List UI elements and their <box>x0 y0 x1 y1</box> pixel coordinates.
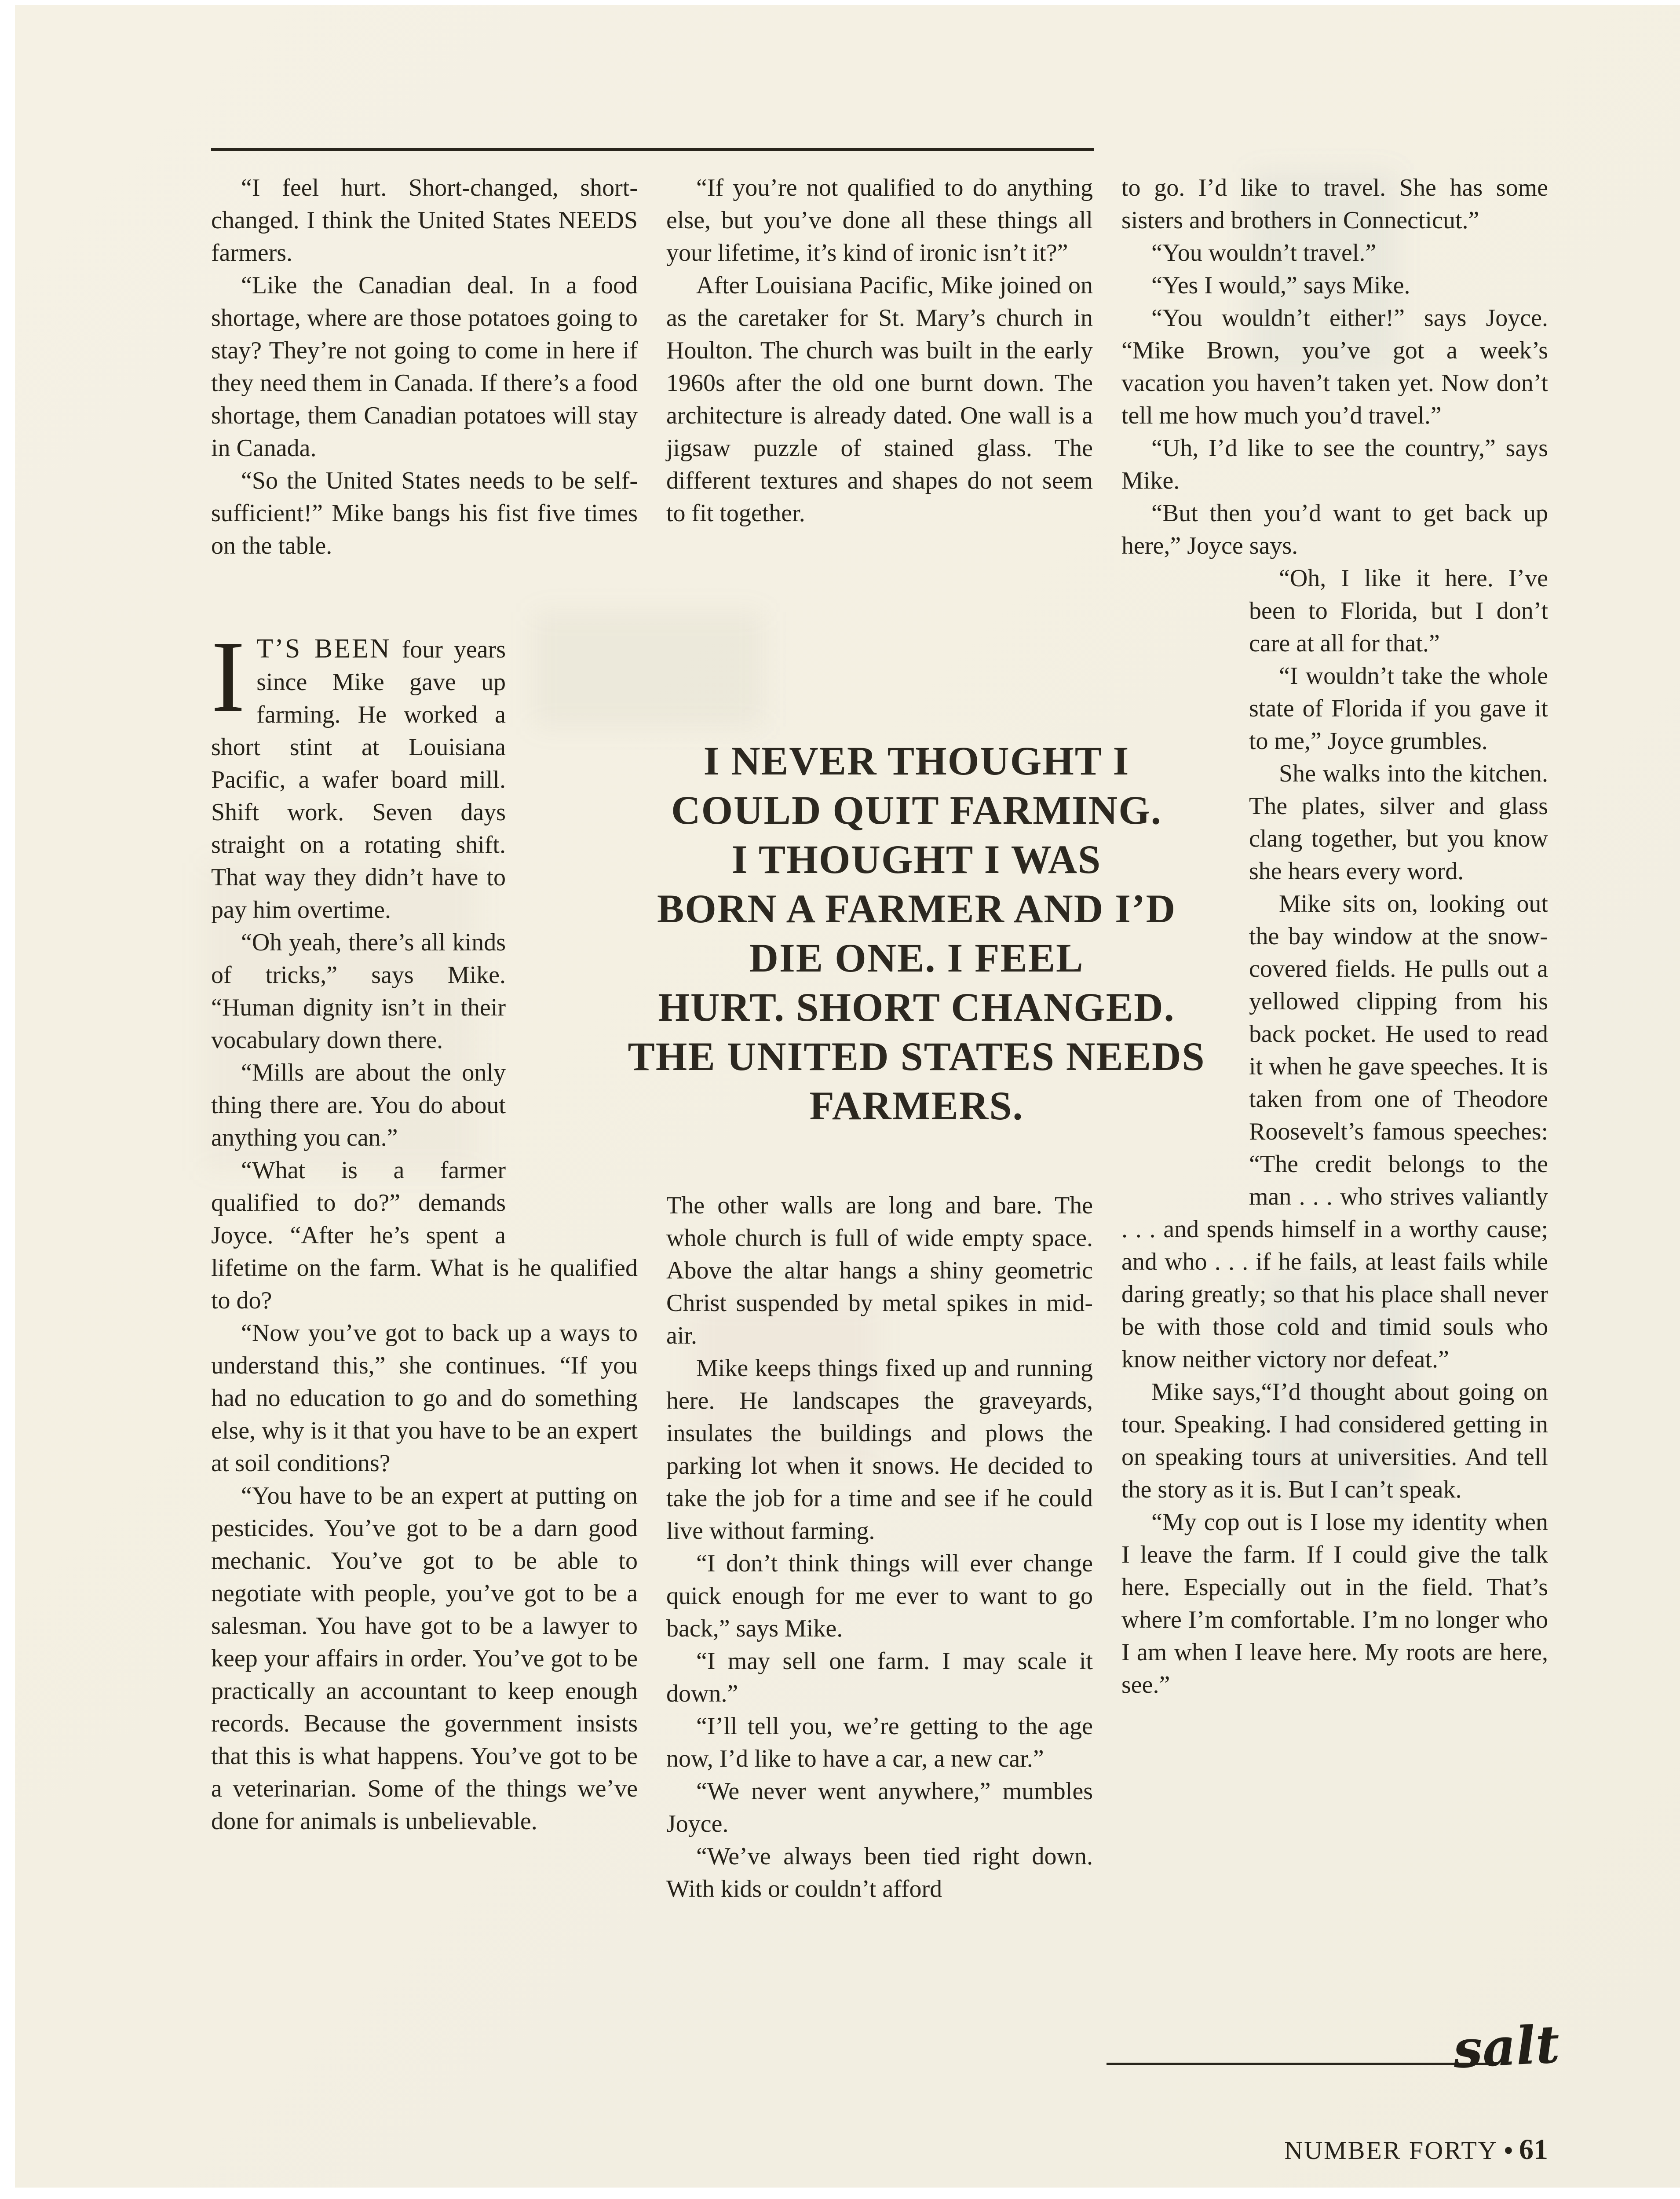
section-gap <box>211 562 638 632</box>
paragraph: “You wouldn’t travel.” <box>1151 239 1377 267</box>
pull-quote-line: HURT. SHORT CHANGED. <box>658 985 1175 1030</box>
issue-label: NUMBER FORTY <box>1284 2136 1498 2165</box>
paragraph: “Mills are about the only thing there are. You do about anything you can.” <box>211 1059 506 1151</box>
paragraph: “If you’re not qualified to do anything else, but you’ve done all these things all your lifetime, it’s kind of ironic isn’t it?” <box>666 174 1093 267</box>
paragraph-text: four years since Mike gave up farming. He worked a short stint at Louisiana Pacific, a wafer board mill. Shift work. Seven days straight on a rotating shift. That way they didn’t have to pay him overtime. <box>211 636 506 924</box>
magazine-page <box>15 5 1680 2188</box>
paragraph: “Yes I would,” says Mike. <box>1151 272 1410 299</box>
paragraph: “We never went anywhere,” mumbles Joyce. <box>666 1778 1093 1837</box>
top-rule <box>211 148 1094 151</box>
paragraph: “We’ve always been tied right down. With kids or couldn’t afford <box>666 1843 1093 1903</box>
salt-signature: salt <box>1451 2013 1561 2080</box>
paragraph: “I’ll tell you, we’re getting to the age now, I’d like to have a car, a new car.” <box>666 1713 1093 1772</box>
paragraph: “I feel hurt. Short-changed, short-changed. I think the United States NEEDS farmers. <box>211 174 638 267</box>
paragraph: The other walls are long and bare. The whole church is full of wide empty space. Above the altar hangs a shiny geometric Christ suspended by metal spikes in mid-air. <box>666 1192 1093 1349</box>
pull-quote-line: COULD QUIT FARMING. <box>671 788 1162 833</box>
drop-cap: I <box>211 620 245 733</box>
paragraph: “Oh yeah, there’s all kinds of tricks,” says Mike. “Human dignity isn’t in their vocabulary down there. <box>211 929 506 1054</box>
page-folio <box>1284 2133 1548 2166</box>
paragraph: Mike says,“I’d thought about going on tour. Speaking. I had considered getting in on speaking tours at universities. And tell the story as it is. But I can’t speak. <box>1121 1378 1548 1503</box>
paragraph: “Now you’ve got to back up a ways to understand this,” she continues. “If you had no education to go and do something else, why is it that you have to be an expert at soil conditions? <box>211 1319 638 1477</box>
lead-in-caps: T’S BEEN <box>256 634 391 664</box>
paragraph: She walks into the kitchen. The plates, silver and glass clang together, but you know she hears every word. <box>1249 760 1548 885</box>
pull-quote <box>547 736 1286 1130</box>
paragraph: “Uh, I’d like to see the country,” says Mike. <box>1121 435 1548 494</box>
paragraph: “My cop out is I lose my identity when I leave the farm. If I could give the talk here. Especially out in the field. That’s where I’m comfortable. I’m no longer who I am when I leave here. My roots are here, see.” <box>1121 1509 1548 1699</box>
paragraph: “Oh, I like it here. I’ve been to Florida, but I don’t care at all for that.” <box>1249 565 1548 657</box>
bullet-separator: • <box>1504 2136 1513 2165</box>
page-number: 61 <box>1519 2133 1548 2166</box>
paragraph: “I may sell one farm. I may scale it down.” <box>666 1647 1093 1707</box>
article-end-rule <box>1107 2063 1494 2065</box>
pull-quote-line: I NEVER THOUGHT I <box>703 738 1130 783</box>
pull-quote-line: DIE ONE. I FEEL <box>749 935 1084 980</box>
paragraph: “I don’t think things will ever change quick enough for me ever to want to go back,” says Mike. <box>666 1550 1093 1642</box>
paragraph: “I wouldn’t take the whole state of Florida if you gave it to me,” Joyce grumbles. <box>1249 662 1548 755</box>
paragraph: to go. I’d like to travel. She has some sisters and brothers in Connecticut.” <box>1121 174 1548 234</box>
paragraph: “Like the Canadian deal. In a food shortage, where are those potatoes going to stay? They’re not going to come in here if they need them in Canada. If there’s a food shortage, them Canadian potatoes will stay in Canada. <box>211 272 638 462</box>
paragraph: “So the United States needs to be self-sufficient!” Mike bangs his fist five times on the table. <box>211 467 638 559</box>
paragraph: “You wouldn’t either!” says Joyce. “Mike Brown, you’ve got a week’s vacation you haven’t taken yet. Now don’t tell me how much you’d travel.” <box>1121 304 1548 429</box>
pull-quote-line: BORN A FARMER AND I’D <box>657 886 1176 931</box>
paragraph: Mike keeps things fixed up and running here. He landscapes the graveyards, insulates the buildings and plows the parking lot when it snows. He decided to take the job for a time and see if he could live without farming. <box>666 1355 1093 1545</box>
paragraph: “But then you’d want to get back up here,” Joyce says. <box>1121 500 1548 559</box>
paragraph: After Louisiana Pacific, Mike joined on as the caretaker for St. Mary’s church in Houlton. The church was built in the early 1960s after the old one burnt down. The architecture is already dated. One wall is a jigsaw puzzle of stained glass. The different textures and shapes do not seem to fit together. <box>666 272 1093 527</box>
paragraph: “What is a farmer qualified to do?” demands Joyce. “After he’s spent a lifetime on the farm. What is he qualified to do? <box>211 1157 638 1314</box>
pull-quote-line: I THOUGHT I WAS <box>731 837 1102 882</box>
paragraph: Mike sits on, looking out the bay window at the snow-covered fields. He pulls out a yellowed clipping from his back pocket. He used to read it when he gave speeches. It is taken from one of Theodore Roosevelt’s famous speeches: “The credit belongs to the man . . . who strives valiantly . . . and spends himself in a worthy cause; and who . . . if he fails, at least fails while daring greatly; so that his place shall never be with those cold and timid souls who know neither victory nor defeat.” <box>1121 890 1548 1373</box>
pull-quote-line: FARMERS. <box>809 1083 1024 1128</box>
paragraph: “You have to be an expert at putting on pesticides. You’ve got to be a darn good mechanic. You’ve got to be able to negotiate with people, you’ve got to be a salesman. You have got to be a lawyer to keep your affairs in order. You’ve got to be practically an accountant to keep enough records. Because the government insists that this is what happens. You’ve got to be a veterinarian. Some of the things we’ve done for animals is unbelievable. <box>211 1482 638 1835</box>
pull-quote-line: THE UNITED STATES NEEDS <box>628 1034 1205 1079</box>
